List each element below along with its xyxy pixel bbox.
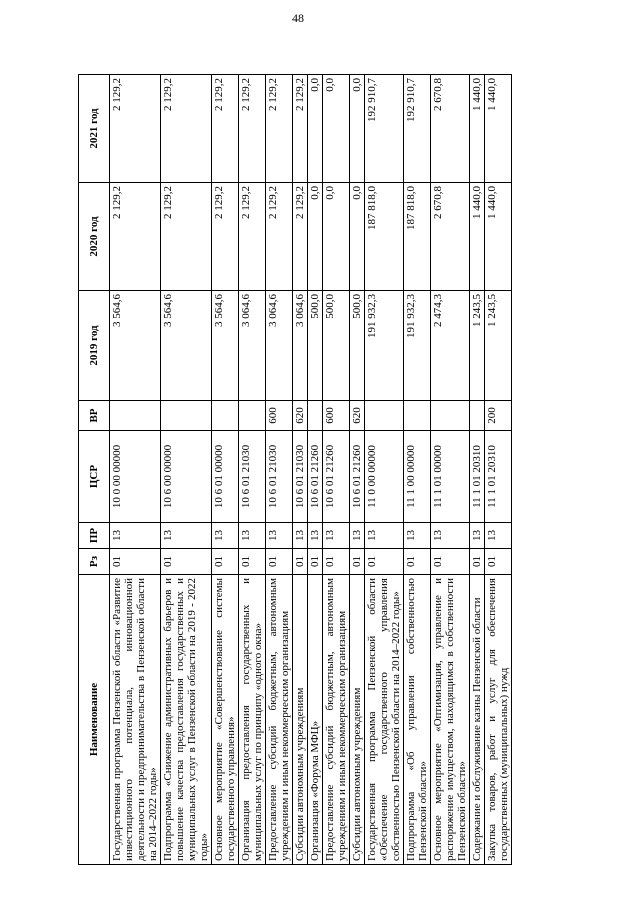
cell-2021: 2 129,2: [266, 75, 293, 183]
cell-2019: 2 474,3: [431, 291, 470, 401]
cell-pr: 13: [239, 523, 266, 549]
cell-rz: 01: [161, 549, 212, 575]
table-row: [350, 75, 365, 865]
cell-csr: 11 1 01 00000: [431, 431, 470, 523]
cell-2019: 3 564,6: [110, 291, 161, 401]
cell-rz: 01: [293, 549, 308, 575]
cell-2019: 3 064,6: [266, 291, 293, 401]
cell-rz: 01: [308, 549, 323, 575]
cell-pr: 13: [485, 523, 512, 549]
cell-2019: 3 564,6: [161, 291, 212, 401]
table-row: [308, 75, 323, 865]
cell-name: Государственная программа Пензенской области «Обеспечение государственного управления собственностью Пензенской области на 2014–2022 годы»: [365, 575, 404, 865]
cell-csr: 10 6 01 21260: [308, 431, 323, 523]
cell-2021: 2 129,2: [293, 75, 308, 183]
header-csr: ЦСР: [79, 431, 110, 523]
cell-rz: 01: [404, 549, 431, 575]
table-row: [212, 75, 239, 865]
table-body: [110, 75, 512, 865]
cell-pr: 13: [308, 523, 323, 549]
cell-name: Основное мероприятие «Совершенствование системы государственного управления»: [212, 575, 239, 865]
cell-name: Организация «Форума МФЦ»: [308, 575, 323, 865]
cell-name: Субсидии автономным учреждениям: [350, 575, 365, 865]
cell-name: Закупка товаров, работ и услуг для обеспечения государственных (муниципальных) нужд: [485, 575, 512, 865]
cell-name: Подпрограмма «Об управлении собственностью Пензенской области»: [404, 575, 431, 865]
cell-2020: 2 670,8: [431, 183, 470, 291]
cell-vr: [110, 401, 161, 431]
cell-2021: 192 910,7: [365, 75, 404, 183]
cell-2019: 1 243,5: [470, 291, 485, 401]
cell-2021: 0,0: [323, 75, 350, 183]
cell-pr: 13: [323, 523, 350, 549]
cell-pr: 13: [161, 523, 212, 549]
rotated-page: [78, 75, 640, 865]
cell-csr: 11 1 01 20310: [470, 431, 485, 523]
cell-vr: [161, 401, 212, 431]
cell-vr: [431, 401, 470, 431]
cell-2021: 2 129,2: [212, 75, 239, 183]
cell-vr: [365, 401, 404, 431]
cell-vr: 620: [350, 401, 365, 431]
cell-2019: 3 064,6: [239, 291, 266, 401]
table-row: [365, 75, 404, 865]
table-row: [161, 75, 212, 865]
cell-vr: 200: [485, 401, 512, 431]
cell-csr: 10 6 01 21030: [239, 431, 266, 523]
cell-vr: 600: [266, 401, 293, 431]
cell-2020: 2 129,2: [161, 183, 212, 291]
cell-2020: 187 818,0: [404, 183, 431, 291]
cell-name: Основное мероприятие «Оптимизация, управление и распоряжение имуществом, находящимся в собственности Пензенской области»: [431, 575, 470, 865]
cell-name: Подпрограмма «Снижение административных барьеров и повышение качества предоставления государственных и муниципальных услуг в Пензенской области на 2019 - 2022 годы»: [161, 575, 212, 865]
cell-pr: 13: [266, 523, 293, 549]
cell-2019: 500,0: [323, 291, 350, 401]
cell-2020: 2 129,2: [293, 183, 308, 291]
cell-vr: [212, 401, 239, 431]
cell-2020: 2 129,2: [110, 183, 161, 291]
cell-rz: 01: [266, 549, 293, 575]
cell-2020: 2 129,2: [239, 183, 266, 291]
cell-2021: 0,0: [308, 75, 323, 183]
header-2020: 2020 год: [79, 183, 110, 291]
cell-2019: 191 932,3: [404, 291, 431, 401]
table-row: [293, 75, 308, 865]
cell-2020: 0,0: [350, 183, 365, 291]
cell-2020: 187 818,0: [365, 183, 404, 291]
header-pr: ПР: [79, 523, 110, 549]
table-row: [239, 75, 266, 865]
cell-2020: 0,0: [323, 183, 350, 291]
header-name: Наименование: [79, 575, 110, 865]
cell-vr: [239, 401, 266, 431]
cell-2020: 0,0: [308, 183, 323, 291]
cell-2020: 1 440,0: [485, 183, 512, 291]
budget-table: [78, 74, 512, 865]
table-row: [485, 75, 512, 865]
cell-pr: 13: [110, 523, 161, 549]
cell-name: Предоставление субсидий бюджетным, автономным учреждениям и иным некоммерческим организациям: [266, 575, 293, 865]
table-row: [110, 75, 161, 865]
cell-2021: 1 440,0: [470, 75, 485, 183]
cell-csr: 10 0 00 00000: [110, 431, 161, 523]
cell-2021: 0,0: [350, 75, 365, 183]
cell-2021: 2 129,2: [239, 75, 266, 183]
cell-rz: 01: [470, 549, 485, 575]
cell-csr: 11 1 00 00000: [404, 431, 431, 523]
cell-2021: 2 129,2: [161, 75, 212, 183]
cell-2020: 2 129,2: [266, 183, 293, 291]
cell-vr: [470, 401, 485, 431]
cell-csr: 10 6 01 21260: [323, 431, 350, 523]
cell-2020: 2 129,2: [212, 183, 239, 291]
cell-rz: 01: [485, 549, 512, 575]
cell-rz: 01: [350, 549, 365, 575]
cell-2019: 1 243,5: [485, 291, 512, 401]
cell-rz: 01: [239, 549, 266, 575]
cell-csr: 11 0 00 00000: [365, 431, 404, 523]
cell-pr: 13: [404, 523, 431, 549]
table-row: [431, 75, 470, 865]
cell-2019: 3 064,6: [293, 291, 308, 401]
cell-name: Предоставление субсидий бюджетным, автономным учреждениям и иным некоммерческим организациям: [323, 575, 350, 865]
cell-pr: 13: [470, 523, 485, 549]
cell-pr: 13: [365, 523, 404, 549]
cell-csr: 10 6 01 21260: [350, 431, 365, 523]
cell-csr: 10 6 00 00000: [161, 431, 212, 523]
table-row: [404, 75, 431, 865]
cell-2019: 500,0: [308, 291, 323, 401]
cell-vr: [404, 401, 431, 431]
cell-2020: 1 440,0: [470, 183, 485, 291]
cell-vr: 600: [323, 401, 350, 431]
page-number: 48: [292, 11, 304, 25]
cell-2019: 191 932,3: [365, 291, 404, 401]
cell-pr: 13: [212, 523, 239, 549]
table-row: [323, 75, 350, 865]
cell-2021: 1 440,0: [485, 75, 512, 183]
cell-vr: 620: [293, 401, 308, 431]
header-2019: 2019 год: [79, 291, 110, 401]
cell-2021: 192 910,7: [404, 75, 431, 183]
cell-vr: [308, 401, 323, 431]
cell-2019: 3 564,6: [212, 291, 239, 401]
cell-csr: 10 6 01 00000: [212, 431, 239, 523]
cell-pr: 13: [293, 523, 308, 549]
cell-rz: 01: [110, 549, 161, 575]
cell-pr: 13: [350, 523, 365, 549]
cell-2021: 2 129,2: [110, 75, 161, 183]
cell-2021: 2 670,8: [431, 75, 470, 183]
cell-name: Государственная программа Пензенской области «Развитие инвестиционного потенциала, инновационной деятельности и предпринимательства в Пензенской области на 2014–2022 годы»: [110, 575, 161, 865]
cell-rz: 01: [365, 549, 404, 575]
cell-rz: 01: [212, 549, 239, 575]
cell-rz: 01: [323, 549, 350, 575]
cell-name: Содержание и обслуживание казны Пензенской области: [470, 575, 485, 865]
table-row: [470, 75, 485, 865]
header-rz: Рз: [79, 549, 110, 575]
cell-name: Субсидии автономным учреждениям: [293, 575, 308, 865]
cell-rz: 01: [431, 549, 470, 575]
cell-csr: 10 6 01 21030: [293, 431, 308, 523]
header-vr: ВР: [79, 401, 110, 431]
table-row: [266, 75, 293, 865]
cell-2019: 500,0: [350, 291, 365, 401]
table-header-row: [79, 75, 110, 865]
header-2021: 2021 год: [79, 75, 110, 183]
cell-csr: 11 1 01 20310: [485, 431, 512, 523]
cell-pr: 13: [431, 523, 470, 549]
cell-csr: 10 6 01 21030: [266, 431, 293, 523]
cell-name: Организация предоставления государственных и муниципальных услуг по принципу «одного окна»: [239, 575, 266, 865]
